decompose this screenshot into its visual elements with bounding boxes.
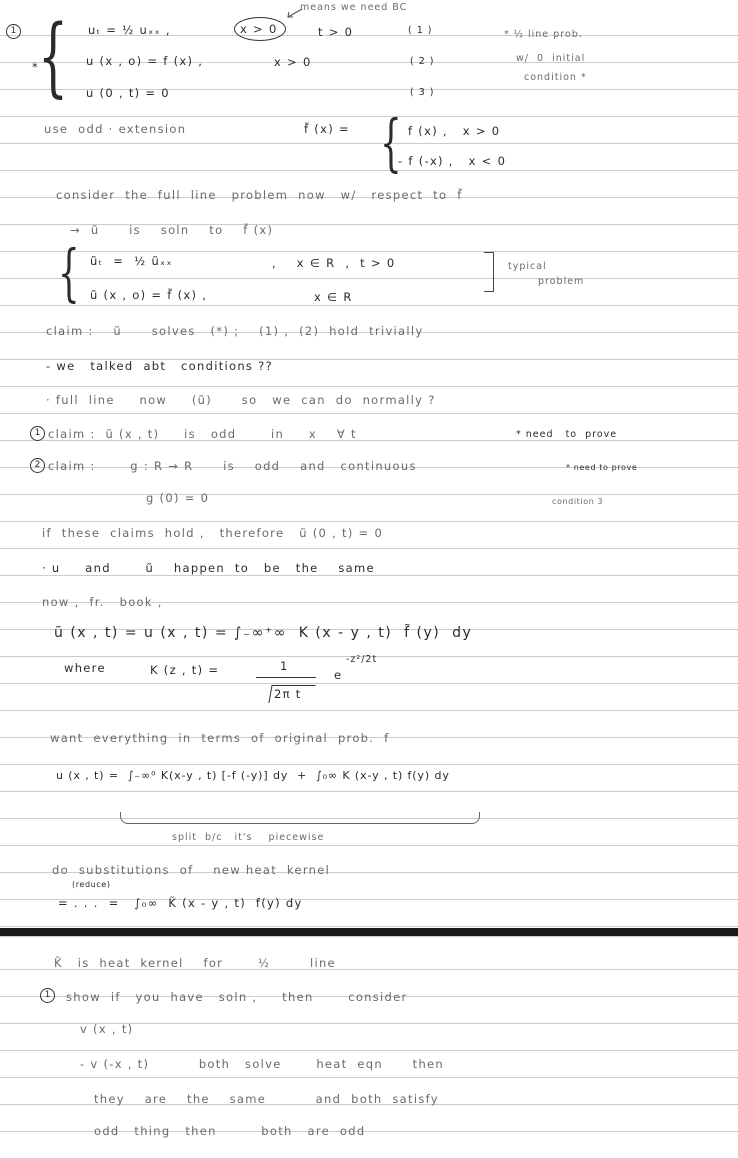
want-original: want everything in terms of original prob. f bbox=[50, 731, 390, 745]
pde-domain: x > 0 bbox=[240, 22, 278, 36]
condition-3: condition 3 bbox=[552, 497, 604, 506]
need-to-prove-1: * need to prove bbox=[516, 429, 618, 440]
full-line-ic-domain: x ∈ R bbox=[314, 290, 353, 304]
substitutions: do substitutions of new heat kernel bbox=[52, 863, 331, 877]
claim-odd-x: claim : ũ (x , t) is odd in x ∀ t bbox=[48, 427, 357, 441]
fraction-bar bbox=[256, 677, 316, 678]
kernel-exponent: -z²/2t bbox=[346, 654, 378, 665]
claim-marker-1 bbox=[30, 426, 45, 441]
extension-lhs: f̃ (x) = bbox=[304, 122, 350, 136]
extension-case-positive: f (x) , x > 0 bbox=[408, 124, 501, 138]
full-line-pde: ũₜ = ½ ũₓₓ bbox=[90, 254, 173, 268]
underbrace bbox=[120, 812, 480, 824]
marker-text: 1 bbox=[44, 990, 51, 1000]
side-note-condition: condition * bbox=[524, 72, 587, 83]
notebook-page-2 bbox=[0, 936, 738, 1158]
eq-number-3: ( 3 ) bbox=[410, 87, 435, 98]
full-line-brace: { bbox=[58, 236, 80, 309]
extension-brace: { bbox=[380, 106, 402, 179]
original-solution: u (x , t) = ∫₋∞⁰ K(x-y , t) [-f (-y)] dy + ∫₀∞ K (x-y , t) f(y) dy bbox=[56, 769, 450, 782]
item-marker-1 bbox=[6, 24, 21, 39]
marker-text: 1 bbox=[34, 428, 41, 438]
typical-label: typical bbox=[508, 261, 547, 272]
right-bracket bbox=[484, 252, 494, 292]
left-brace: { bbox=[38, 7, 69, 107]
v-function: v (x , t) bbox=[80, 1022, 134, 1036]
problem-label: problem bbox=[538, 276, 585, 287]
claim-g-odd: claim : g : R → R is odd and continuous bbox=[48, 459, 417, 473]
g-zero: g (0) = 0 bbox=[146, 491, 210, 505]
consider-full-line: consider the full line problem now w/ respect to f̃ bbox=[56, 188, 463, 202]
side-note-initial: w/ 0 initial bbox=[516, 53, 586, 64]
initial-condition: u (x , o) = f (x) , bbox=[86, 54, 204, 68]
talked-conditions: - we talked abt conditions ?? bbox=[46, 359, 273, 373]
show-marker-1 bbox=[40, 988, 55, 1003]
arrow-icon bbox=[286, 6, 304, 20]
reduced-solution: = . . . = ∫₀∞ K̃ (x - y , t) f(y) dy bbox=[58, 896, 303, 910]
heat-kernel-half-line: K̃ is heat kernel for ½ line bbox=[54, 956, 336, 970]
kernel-lhs: K (z , t) = bbox=[150, 663, 220, 677]
full-line-ic: ũ (x , o) = f̃ (x) , bbox=[90, 288, 208, 302]
kernel-denominator: 2π t bbox=[274, 687, 302, 701]
split-piecewise: split b/c it's piecewise bbox=[172, 832, 325, 843]
marker-text: 1 bbox=[10, 26, 17, 36]
side-note-half-line: * ½ line prob. bbox=[504, 29, 583, 40]
they-are-same: they are the same and both satisfy bbox=[94, 1092, 439, 1106]
if-claims-hold: if these claims hold , therefore ũ (0 , t) = 0 bbox=[42, 526, 384, 540]
soln-line: → ũ is soln to f̃ (x) bbox=[70, 223, 274, 237]
extension-case-negative: - f (-x) , x < 0 bbox=[398, 154, 507, 168]
neg-v-function: - v (-x , t) both solve heat eqn then bbox=[80, 1057, 445, 1071]
both-odd: odd thing then both are odd bbox=[94, 1124, 366, 1138]
from-book: now , fr. book , bbox=[42, 595, 163, 609]
pde-time-domain: t > 0 bbox=[318, 25, 354, 39]
u-same: · u and ũ happen to be the same bbox=[42, 561, 375, 575]
marker-text: 2 bbox=[34, 460, 41, 470]
reduce-note: (reduce) bbox=[72, 880, 111, 889]
bc-note: means we need BC bbox=[300, 2, 408, 13]
eq-number-1: ( 1 ) bbox=[408, 25, 433, 36]
ic-domain: x > 0 bbox=[274, 55, 312, 69]
eq-number-2: ( 2 ) bbox=[410, 56, 435, 67]
kernel-exp-base: e bbox=[334, 668, 343, 682]
need-to-prove-2: * need to prove bbox=[566, 463, 638, 472]
claim-solves: claim : ũ solves (*) ; (1) , (2) hold trivially bbox=[46, 324, 424, 338]
full-line-domain: , x ∈ R , t > 0 bbox=[272, 256, 396, 270]
where-label: where bbox=[64, 661, 106, 675]
pde-equation: uₜ = ½ uₓₓ , bbox=[88, 23, 171, 37]
claim-marker-2 bbox=[30, 458, 45, 473]
odd-extension-label: use odd · extension bbox=[44, 122, 187, 136]
kernel-numerator: 1 bbox=[280, 659, 289, 673]
full-line-now: · full line now (ũ) so we can do normally ? bbox=[46, 393, 436, 407]
book-solution: ũ (x , t) = u (x , t) = ∫₋∞⁺∞ K (x - y , t) f̃ (y) dy bbox=[54, 625, 473, 641]
star-marker: * bbox=[32, 60, 40, 74]
boundary-condition: u (0 , t) = 0 bbox=[86, 86, 170, 100]
show-soln: show if you have soln , then consider bbox=[66, 990, 408, 1004]
